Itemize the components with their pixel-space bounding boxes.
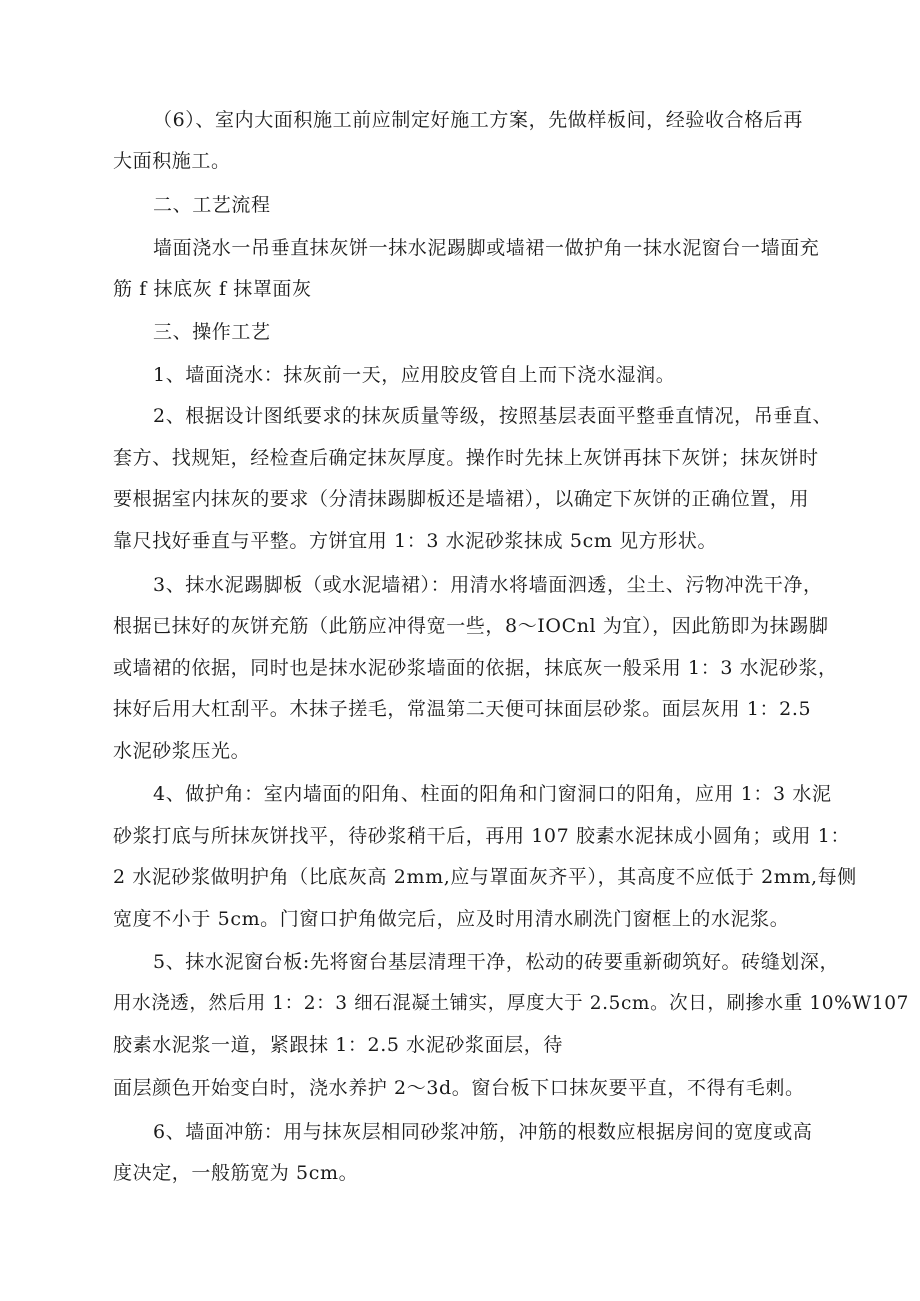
text-line: 面层颜色开始变白时，浇水养护 2～3d。窗台板下口抹灰要平直，不得有毛刺。 <box>113 1077 805 1099</box>
text-line: 筋 f 抹底灰 f 抹罩面灰 <box>113 278 312 300</box>
text-line: 2 水泥砂浆做明护角（比底灰高 2mm,应与罩面灰齐平），其高度不应低于 2mm,每侧 <box>113 866 857 888</box>
text-line: 2、根据设计图纸要求的抹灰质量等级，按照基层表面平整垂直情况，吊垂直、 <box>153 405 833 427</box>
text-line: 宽度不小于 5cm。门窗口护角做完后，应及时用清水刷洗门窗框上的水泥浆。 <box>113 908 790 930</box>
text-line: 根据已抹好的灰饼充筋（此筋应冲得宽一些，8～IOCnl 为宜），因此筋即为抹踢脚 <box>113 615 829 637</box>
text-line: 砂浆打底与所抹灰饼找平，待砂浆稍干后，再用 107 胶素水泥抹成小圆角；或用 1： <box>113 825 851 847</box>
section-heading: 二、工艺流程 <box>153 194 271 216</box>
text-line: 要根据室内抹灰的要求（分清抹踢脚板还是墙裙），以确定下灰饼的正确位置，用 <box>113 488 810 510</box>
text-line: （6）、室内大面积施工前应制定好施工方案，先做样板间，经验收合格后再 <box>153 109 803 131</box>
text-line: 墙面浇水一吊垂直抹灰饼一抹水泥踢脚或墙裙一做护角一抹水泥窗台一墙面充 <box>153 237 820 259</box>
text-line: 胶素水泥浆一道，紧跟抹 1：2.5 水泥砂浆面层，待 <box>113 1034 563 1056</box>
text-line: 度决定，一般筋宽为 5cm。 <box>113 1162 359 1184</box>
text-line: 或墙裙的依据，同时也是抹水泥砂浆墙面的依据，抹底灰一般采用 1：3 水泥砂浆， <box>113 657 838 679</box>
text-line: 4、做护角：室内墙面的阳角、柱面的阳角和门窗洞口的阳角，应用 1：3 水泥 <box>153 783 832 805</box>
text-line: 用水浇透，然后用 1：2：3 细石混凝土铺实，厚度大于 2.5cm。次日，刷掺水重 10%W107 <box>113 993 910 1014</box>
text-line: 靠尺找好垂直与平整。方饼宜用 1：3 水泥砂浆抹成 5cm 见方形状。 <box>113 530 718 552</box>
text-line: 3、抹水泥踢脚板（或水泥墙裙）：用清水将墙面泗透，尘土、污物冲洗干净， <box>153 574 823 596</box>
text-line: 大面积施工。 <box>113 150 231 172</box>
text-line: 抹好后用大杠刮平。木抹子搓毛，常温第二天便可抹面层砂浆。面层灰用 1：2.5 <box>113 698 812 720</box>
section-heading: 三、操作工艺 <box>153 321 271 343</box>
text-line: 水泥砂浆压光。 <box>113 740 251 762</box>
text-line: 套方、找规矩，经检查后确定抹灰厚度。操作时先抹上灰饼再抹下灰饼；抹灰饼时 <box>113 447 819 469</box>
text-line: 5、抹水泥窗台板:先将窗台基层清理干净，松动的砖要重新砌筑好。砖缝划深， <box>153 951 840 973</box>
text-line: 6、墙面冲筋：用与抹灰层相同砂浆冲筋，冲筋的根数应根据房间的宽度或高 <box>153 1121 813 1143</box>
text-line: 1、墙面浇水：抹灰前一天，应用胶皮管自上而下浇水湿润。 <box>153 364 676 386</box>
